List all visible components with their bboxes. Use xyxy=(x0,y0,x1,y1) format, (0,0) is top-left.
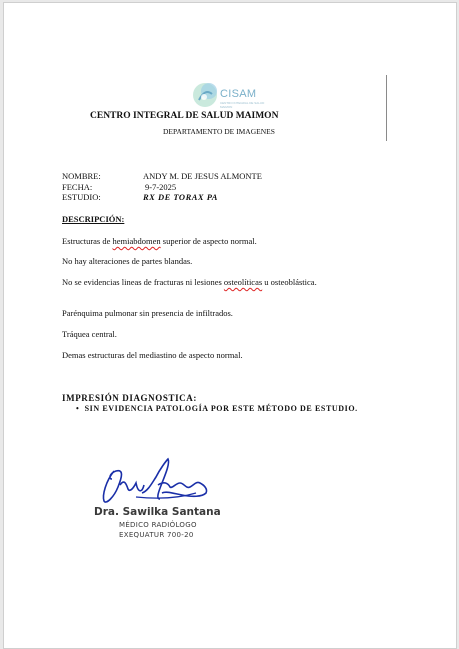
date-value: 9-7-2025 xyxy=(145,182,177,192)
description-paragraph-4: Parénquima pulmonar sin presencia de infiltrados. xyxy=(62,308,233,318)
p1-text-end: superior de aspecto normal. xyxy=(160,236,257,246)
description-paragraph-3 xyxy=(62,277,352,288)
study-label: ESTUDIO: xyxy=(62,192,101,202)
document-page xyxy=(3,2,457,649)
p3-text-end: u osteoblástica. xyxy=(262,277,317,287)
doctor-exequatur: EXEQUATUR 700-20 xyxy=(119,531,194,539)
description-heading: DESCRIPCIÓN: xyxy=(62,214,125,224)
cisam-logo xyxy=(190,80,270,110)
logo-subtext: CENTRO INTEGRAL DE SALUD MAIMON xyxy=(220,101,265,109)
misspelled-word: hemiabdomen xyxy=(112,236,161,246)
p3-text-start: No se evidencias lineas de fracturas ni lesiones xyxy=(62,277,224,287)
description-paragraph-5: Tráquea central. xyxy=(62,329,117,339)
logo-text: CISAM xyxy=(220,88,257,100)
misspelled-word: osteolíticas xyxy=(223,277,263,287)
doctor-title: MÉDICO RADIÓLOGO xyxy=(119,521,197,529)
doctor-name: Dra. Sawilka Santana xyxy=(94,506,221,518)
description-paragraph-2: No hay alteraciones de partes blandas. xyxy=(62,256,193,266)
description-paragraph-1 xyxy=(62,236,352,247)
name-value: ANDY M. DE JESUS ALMONTE xyxy=(143,171,262,181)
department-title: DEPARTAMENTO DE IMAGENES xyxy=(163,127,275,136)
impression-item-text: SIN EVIDENCIA PATOLOGÍA POR ESTE MÉTODO DE ESTUDIO. xyxy=(84,404,358,413)
date-label: FECHA: xyxy=(62,182,93,192)
name-label: NOMBRE: xyxy=(62,171,101,181)
institution-title: CENTRO INTEGRAL DE SALUD MAIMON xyxy=(90,111,279,121)
study-value: RX DE TORAX PA xyxy=(143,192,218,202)
p1-text-start: Estructuras de xyxy=(62,236,113,246)
impression-item xyxy=(76,404,358,413)
description-paragraph-6: Demas estructuras del mediastino de aspecto normal. xyxy=(62,350,243,360)
logo-emblem-icon xyxy=(190,80,220,110)
handwritten-signature xyxy=(96,453,216,508)
margin-line xyxy=(386,75,387,141)
impression-heading: IMPRESIÓN DIAGNOSTICA: xyxy=(62,393,197,403)
bullet-icon: • xyxy=(76,404,85,413)
